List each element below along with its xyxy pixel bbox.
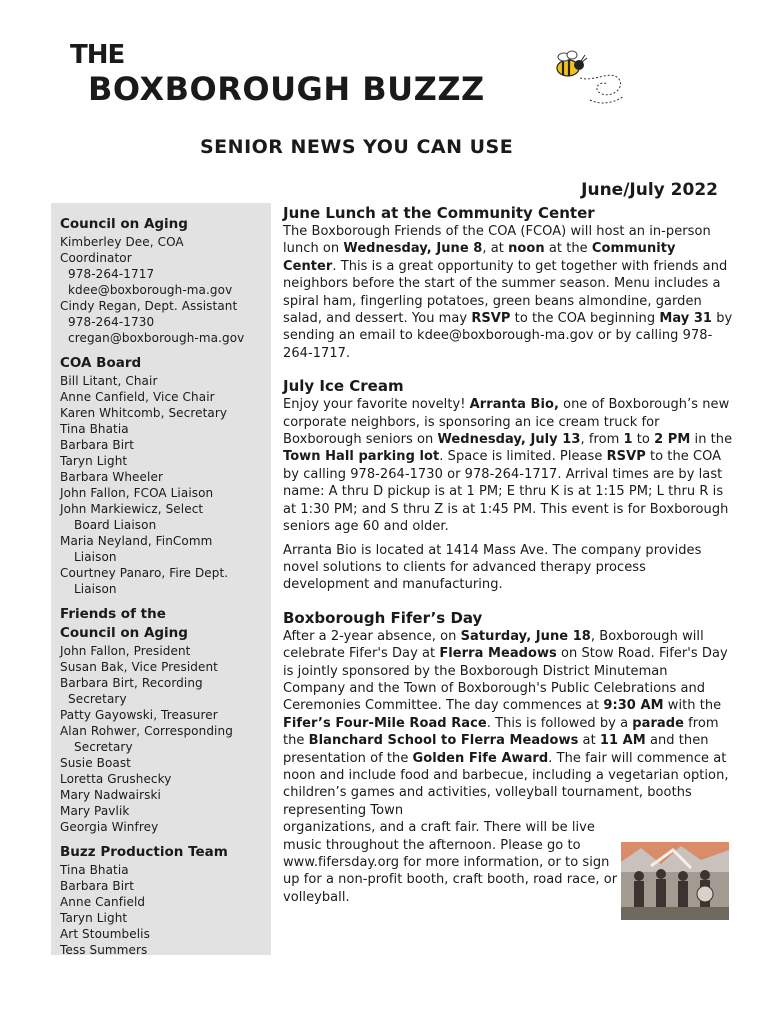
friends-coa [60, 605, 271, 835]
friends-member: Mary Nadwairski [60, 788, 161, 802]
board-member: Bill Litant, Chair [60, 374, 158, 388]
friends-member: Alan Rohwer, Corresponding [60, 724, 233, 738]
masthead-the: THE [70, 40, 125, 70]
board-member: John Markiewicz, Select [60, 502, 204, 516]
contact-phone: 978-264-1730 [68, 315, 155, 329]
coa-contacts [60, 215, 271, 346]
board-heading: COA Board [60, 355, 142, 371]
coa-heading: Council on Aging [60, 216, 188, 232]
contact-line: Coordinator [60, 251, 132, 265]
team-member: Anne Canfield [60, 895, 146, 909]
production-team [60, 843, 271, 958]
coa-board [60, 354, 271, 597]
board-member-cont: Board Liaison [74, 518, 157, 532]
contact-phone: 978-264-1717 [68, 267, 155, 281]
bee-icon [540, 40, 640, 120]
board-member: Maria Neyland, FinComm [60, 534, 213, 548]
friends-member: Georgia Winfrey [60, 820, 159, 834]
article-june-lunch [283, 204, 733, 362]
friends-member: Susie Boast [60, 756, 131, 770]
board-member: Tina Bhatia [60, 422, 129, 436]
board-member: Anne Canfield, Vice Chair [60, 390, 215, 404]
article-body: Enjoy your favorite novelty! Arranta Bio, one of Boxborough’s new corporate neighbors, is sponsoring an ice cream truck for Boxborough seniors on Wednesday, July 13, from 1 to 2 PM in the Town Hall parking lot. Space is limited. Please RSVP to the COA by calling 978-264-1730 or 978-264-1717. Arrival times are by last name: A thru D pickup is at 1 PM; E thru K is at 1:15 PM; L thru R is at 1:30 PM; and S thru Z is at 1:45 PM. This event is for Boxborough seniors age 60 and older. [283, 397, 733, 535]
friends-member-cont: Secretary [74, 740, 133, 754]
article-body: Arranta Bio is located at 1414 Mass Ave. The company provides novel solutions to clients for advanced therapy process development and manufacturing. [283, 542, 702, 593]
board-member-cont: Liaison [74, 550, 117, 564]
board-member: Taryn Light [60, 454, 128, 468]
friends-member: John Fallon, President [60, 644, 191, 658]
team-member: Tess Summers [60, 943, 148, 957]
article-body: The Boxborough Friends of the COA (FCOA) will host an in-person lunch on Wednesday, June 8, at noon at the Community Center. This is a great opportunity to get together with friends and neighbors before the start of the summer season. Menu includes a spiral ham, fingerling potatoes, green beans almondine, garden salad, and dessert. You may RSVP to the COA beginning May 31 by sending an email to kdee@boxborough-ma.gov or by calling 978-264-1717. [283, 224, 733, 361]
friends-member: Susan Bak, Vice President [60, 660, 218, 674]
friends-heading: Council on Aging [60, 625, 188, 641]
contact-email: cregan@boxborough-ma.gov [68, 331, 245, 345]
sidebar [51, 203, 271, 955]
board-member: Karen Whitcomb, Secretary [60, 406, 228, 420]
board-member: Courtney Panaro, Fire Dept. [60, 566, 229, 580]
friends-heading: Friends of the [60, 606, 166, 622]
team-member: Tina Bhatia [60, 863, 129, 877]
friends-member: Patty Gayowski, Treasurer [60, 708, 218, 722]
board-member-cont: Liaison [74, 582, 117, 596]
masthead [0, 0, 770, 175]
article-body: After a 2-year absence, on Saturday, June 18, Boxborough will celebrate Fifer's Day at Flerra Meadows on Stow Road. Fifer's Day is jointly sponsored by the Boxborough District Minuteman Company and the Town of Boxborough's Public Celebrations and Ceremonies Committee. The day commences at 9:30 AM with the Fifer’s Four-Mile Road Race. This is followed by a parade from the Blanchard School to Flerra Meadows at 11 AM and then presentation of the Golden Fife Award. The fair will commence at noon and include food and barbecue, including a vegetarian option, children’s games and activities, volleyball tournament, booths representing Town [283, 628, 729, 818]
issue-date: June/July 2022 [581, 180, 718, 200]
contact-line: Cindy Regan, Dept. Assistant [60, 299, 238, 313]
fife-and-drum-photo [621, 842, 729, 920]
article-title: July Ice Cream [283, 377, 404, 396]
friends-member: Mary Pavlik [60, 804, 130, 818]
main-column [283, 204, 733, 921]
fifers-day-photo [621, 842, 729, 920]
contact-email: kdee@boxborough-ma.gov [68, 283, 233, 297]
team-member: Barbara Birt [60, 879, 134, 893]
team-member: Taryn Light [60, 911, 128, 925]
team-member: Art Stoumbelis [60, 927, 150, 941]
board-member: John Fallon, FCOA Liaison [60, 486, 214, 500]
board-member: Barbara Birt [60, 438, 134, 452]
team-heading: Buzz Production Team [60, 844, 228, 860]
board-member: Barbara Wheeler [60, 470, 163, 484]
contact-line: Kimberley Dee, COA [60, 235, 184, 249]
newsletter-subtitle: SENIOR NEWS YOU CAN USE [200, 136, 514, 158]
article-title: Boxborough Fifer’s Day [283, 608, 483, 627]
friends-member: Loretta Grushecky [60, 772, 172, 786]
article-title: June Lunch at the Community Center [283, 204, 595, 222]
article-july-ice-cream [283, 377, 733, 593]
friends-member: Barbara Birt, Recording [60, 676, 203, 690]
friends-member-cont: Secretary [68, 692, 127, 706]
article-body-wrapped: organizations, and a craft fair. There will be live music throughout the afternoon. Please go to www.fifersday.org for more information, or to sign up for a non-profit booth, craft booth, road race, or volleyball. [283, 820, 618, 905]
newsletter-title: BOXBOROUGH BUZZZ [88, 70, 485, 108]
